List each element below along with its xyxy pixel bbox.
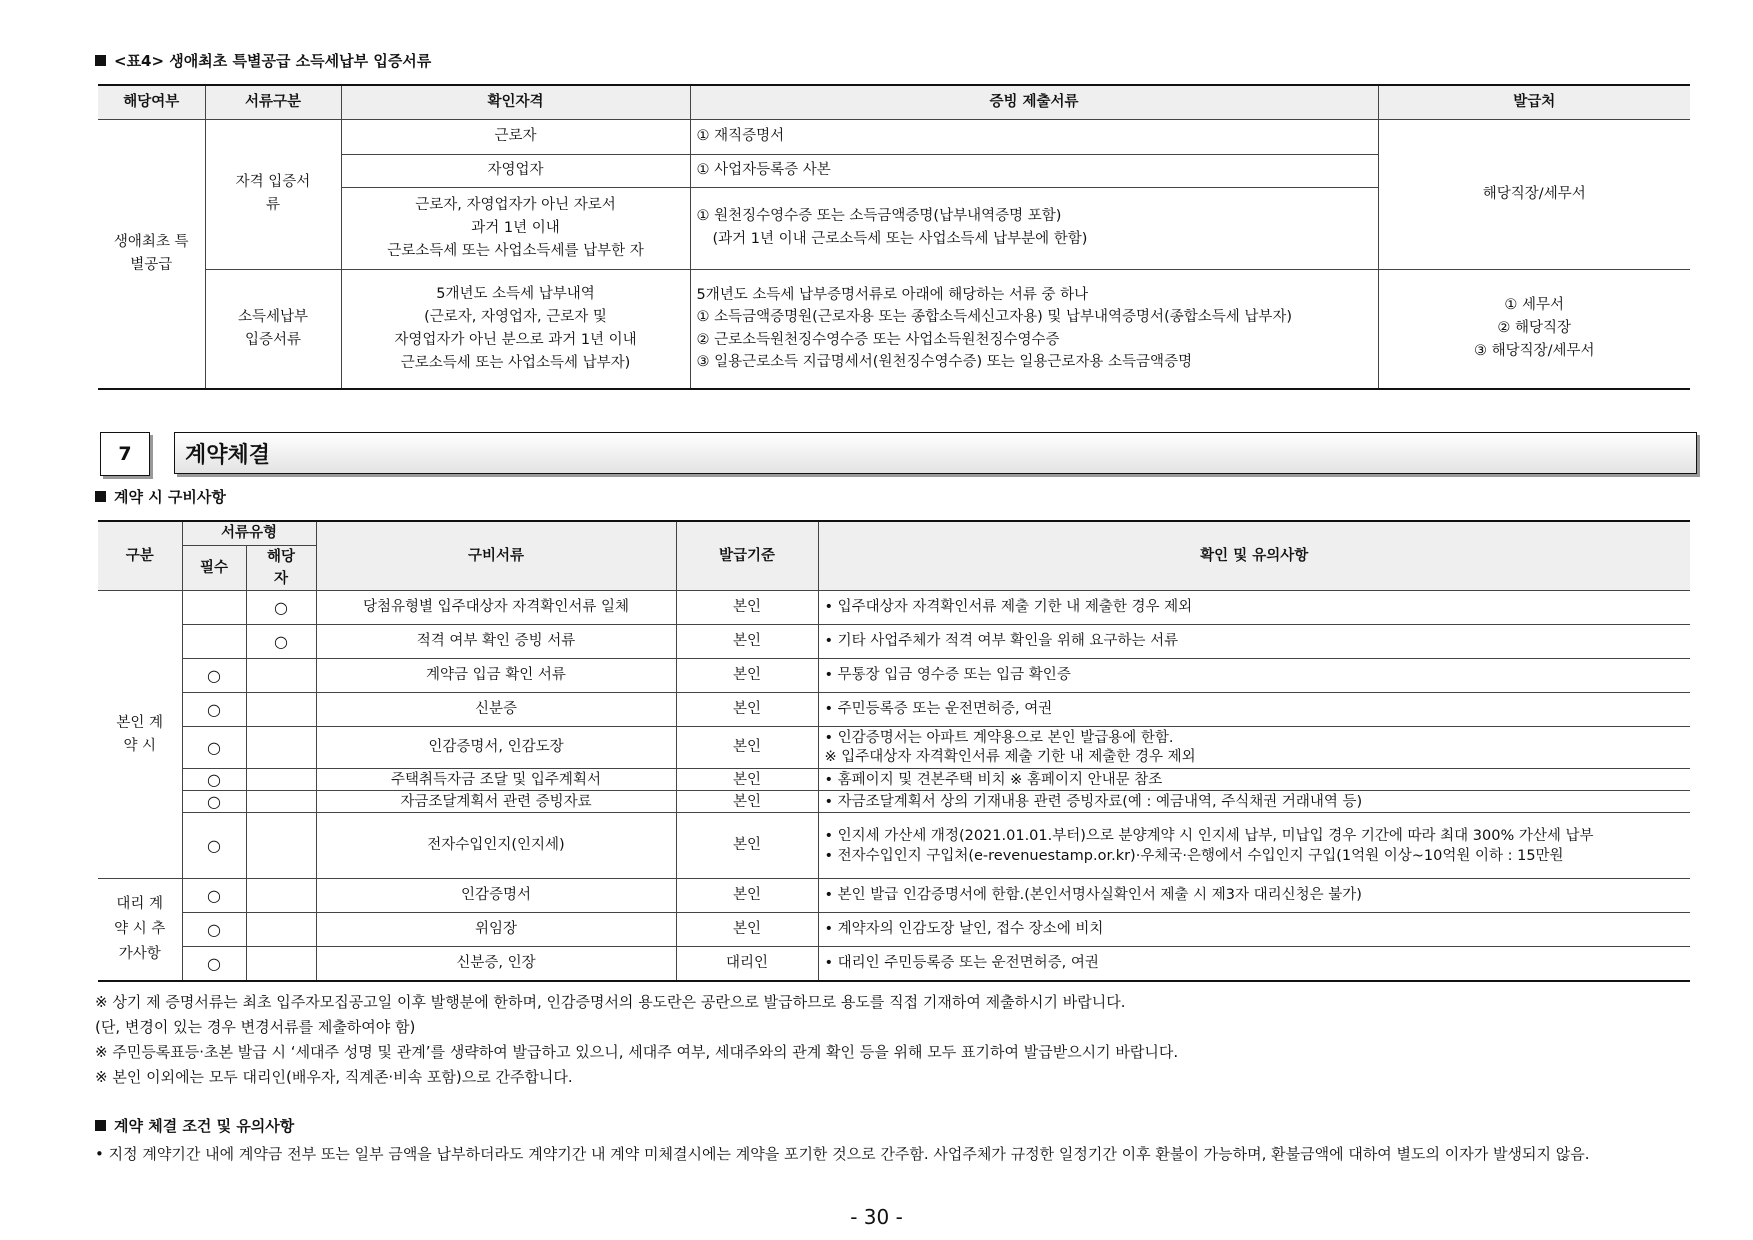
notes-cell: • 자금조달계획서 상의 기재내용 관련 증빙자료(예 : 예금내역, 주식채권 거래내역 등) xyxy=(818,791,1690,813)
docs-cell: ① 원천징수영수증 또는 소득금액증명(납부내역증명 포함) (과거 1년 이내 근로소득세 또는 사업소득세 납부분에 한함) xyxy=(690,187,1378,269)
page-number: - 30 - xyxy=(850,1205,903,1229)
issue-cell: 본인 xyxy=(676,791,818,813)
required-mark xyxy=(182,625,246,659)
section-title: 계약체결 xyxy=(174,432,1697,474)
applicable-mark xyxy=(246,791,316,813)
table4 xyxy=(98,84,1690,390)
doc-cell: 인감증명서, 인감도장 xyxy=(316,727,676,769)
issue-cell: 본인 xyxy=(676,727,818,769)
header-issue-basis: 발급기준 xyxy=(676,521,818,591)
doc-cell: 위임장 xyxy=(316,913,676,947)
docs-cell: ① 사업자등록증 사본 xyxy=(690,154,1378,187)
header-docs: 구비서류 xyxy=(316,521,676,591)
doc-cell: 전자수입인지(인지세) xyxy=(316,813,676,879)
header-issuer: 발급처 xyxy=(1378,85,1690,119)
group-self: 본인 계약 시 xyxy=(98,591,182,879)
required-mark: ○ xyxy=(182,913,246,947)
doc-cell: 주택취득자금 조달 및 입주계획서 xyxy=(316,769,676,791)
header-doc-category: 서류구분 xyxy=(205,85,341,119)
notes-cell: • 홈페이지 및 견본주택 비치 ※ 홈페이지 안내문 참조 xyxy=(818,769,1690,791)
required-mark: ○ xyxy=(182,769,246,791)
header-applicability: 해당여부 xyxy=(98,85,205,119)
notes-cell: • 계약자의 인감도장 날인, 접수 장소에 비치 xyxy=(818,913,1690,947)
table4-heading: <표4> 생애최초 특별공급 소득세납부 입증서류 xyxy=(95,50,431,71)
docs-cell: ① 재직증명서 xyxy=(690,119,1378,154)
required-mark: ○ xyxy=(182,791,246,813)
doc-cell: 자금조달계획서 관련 증빙자료 xyxy=(316,791,676,813)
issue-cell: 본인 xyxy=(676,813,818,879)
qual-cell: 근로자, 자영업자가 아닌 자로서 과거 1년 이내 근로소득세 또는 사업소득세를 납부한 자 xyxy=(341,187,690,269)
doc-cell: 신분증 xyxy=(316,693,676,727)
footnote: ※ 본인 이외에는 모두 대리인(배우자, 직계존·비속 포함)으로 간주합니다. xyxy=(95,1068,573,1086)
applicable-mark xyxy=(246,693,316,727)
applicable-mark xyxy=(246,813,316,879)
applicable-mark xyxy=(246,659,316,693)
conditions-heading: 계약 체결 조건 및 유의사항 xyxy=(95,1115,294,1136)
notes-cell: • 인감증명서는 아파트 계약용으로 본인 발급용에 한함. ※ 입주대상자 자격확인서류 제출 기한 내 제출한 경우 제외 xyxy=(818,727,1690,769)
issue-cell: 본인 xyxy=(676,913,818,947)
applicable-mark xyxy=(246,727,316,769)
doc-cell: 인감증명서 xyxy=(316,879,676,913)
qual-cell: 5개년도 소득세 납부내역 (근로자, 자영업자, 근로자 및 자영업자가 아닌 분으로 과거 1년 이내 근로소득세 또는 사업소득세 납부자) xyxy=(341,269,690,389)
notes-cell: • 대리인 주민등록증 또는 운전면허증, 여권 xyxy=(818,947,1690,981)
required-mark: ○ xyxy=(182,813,246,879)
notes-cell: • 주민등록증 또는 운전면허증, 여권 xyxy=(818,693,1690,727)
header-qualification: 확인자격 xyxy=(341,85,690,119)
applicable-mark xyxy=(246,879,316,913)
issue-cell: 본인 xyxy=(676,659,818,693)
docs-cell: 5개년도 소득세 납부증명서류로 아래에 해당하는 서류 중 하나 ① 소득금액증명원(근로자용 또는 종합소득세신고자용) 및 납부내역증명서(종합소득세 납부자) ② 근로소득원천징수영수증 또는 사업소득원천징수영수증 ③ 일용근로소득 지급명세서(원천징수영수증) 또는 일용근로자용 소득금액증명 xyxy=(690,269,1378,389)
group2-label: 소득세납부 입증서류 xyxy=(205,269,341,389)
applicable-mark xyxy=(246,947,316,981)
applicable-mark xyxy=(246,913,316,947)
notes-cell: • 본인 발급 인감증명서에 한함.(본인서명사실확인서 제출 시 제3자 대리신청은 불가) xyxy=(818,879,1690,913)
qual-cell: 자영업자 xyxy=(341,154,690,187)
header-category: 구분 xyxy=(98,521,182,591)
conditions-list xyxy=(95,1142,1700,1166)
required-mark: ○ xyxy=(182,693,246,727)
required-mark: ○ xyxy=(182,879,246,913)
notes-cell: • 입주대상자 자격확인서류 제출 기한 내 제출한 경우 제외 xyxy=(818,591,1690,625)
footnote: ※ 주민등록표등·초본 발급 시 ‘세대주 성명 및 관계’를 생략하여 발급하고 있으니, 세대주 여부, 세대주와의 관계 확인 등을 위해 모두 표기하여 발급받으시기 바랍니다. xyxy=(95,1043,1179,1061)
contract-table xyxy=(98,520,1690,982)
footnote: ※ 상기 제 증명서류는 최초 입주자모집공고일 이후 발행분에 한하며, 인감증명서의 용도란은 공란으로 발급하므로 용도를 직접 기재하여 제출하시기 바랍니다. xyxy=(95,993,1126,1011)
contract-heading: 계약 시 구비사항 xyxy=(95,486,226,507)
notes-cell: • 무통장 입금 영수증 또는 입금 확인증 xyxy=(818,659,1690,693)
issue-cell: 본인 xyxy=(676,625,818,659)
required-mark xyxy=(182,591,246,625)
square-bullet-icon xyxy=(95,55,106,66)
header-required: 필수 xyxy=(182,546,246,591)
issue-cell: 본인 xyxy=(676,879,818,913)
issue-cell: 본인 xyxy=(676,591,818,625)
applicable-mark xyxy=(246,769,316,791)
group-proxy: 대리 계약 시 추가사항 xyxy=(98,879,182,981)
category-cell: 생애최초 특별공급 xyxy=(98,119,205,389)
issue-cell: 본인 xyxy=(676,769,818,791)
condition-item: • 지정 계약기간 내에 계약금 전부 또는 일부 금액을 납부하더라도 계약기간 내 계약 미체결시에는 계약을 포기한 것으로 간주함. 사업주체가 규정한 일정기간 이후 환불이 가능하며, 환불금액에 대하여 별도의 이자가 발생되지 않음. xyxy=(95,1145,1590,1163)
doc-cell: 계약금 입금 확인 서류 xyxy=(316,659,676,693)
section-number: 7 xyxy=(100,432,150,476)
notes-cell: • 기타 사업주체가 적격 여부 확인을 위해 요구하는 서류 xyxy=(818,625,1690,659)
issuer-cell: ① 세무서 ② 해당직장 ③ 해당직장/세무서 xyxy=(1378,269,1690,389)
footnote: (단, 변경이 있는 경우 변경서류를 제출하여야 함) xyxy=(95,1018,416,1036)
square-bullet-icon xyxy=(95,1120,106,1131)
notes-cell: • 인지세 가산세 개정(2021.01.01.부터)으로 분양계약 시 인지세 납부, 미납입 경우 기간에 따라 최대 300% 가산세 납부 • 전자수입인지 구입처(e-revenuestamp.or.kr)·우체국·은행에서 수입인지 구입(1억원 이상~10억원 이하 : 15만원 xyxy=(818,813,1690,879)
doc-cell: 신분증, 인장 xyxy=(316,947,676,981)
required-mark: ○ xyxy=(182,727,246,769)
issue-cell: 대리인 xyxy=(676,947,818,981)
qual-cell: 근로자 xyxy=(341,119,690,154)
doc-cell: 적격 여부 확인 증빙 서류 xyxy=(316,625,676,659)
applicable-mark: ○ xyxy=(246,625,316,659)
header-notes: 확인 및 유의사항 xyxy=(818,521,1690,591)
group1-label: 자격 입증서류 xyxy=(205,119,341,269)
issue-cell: 본인 xyxy=(676,693,818,727)
header-applicable: 해당자 xyxy=(246,546,316,591)
header-evidence-docs: 증빙 제출서류 xyxy=(690,85,1378,119)
required-mark: ○ xyxy=(182,659,246,693)
applicable-mark: ○ xyxy=(246,591,316,625)
header-doc-type: 서류유형 xyxy=(182,521,316,546)
doc-cell: 당첨유형별 입주대상자 자격확인서류 일체 xyxy=(316,591,676,625)
issuer-cell: 해당직장/세무서 xyxy=(1378,119,1690,269)
square-bullet-icon xyxy=(95,491,106,502)
required-mark: ○ xyxy=(182,947,246,981)
